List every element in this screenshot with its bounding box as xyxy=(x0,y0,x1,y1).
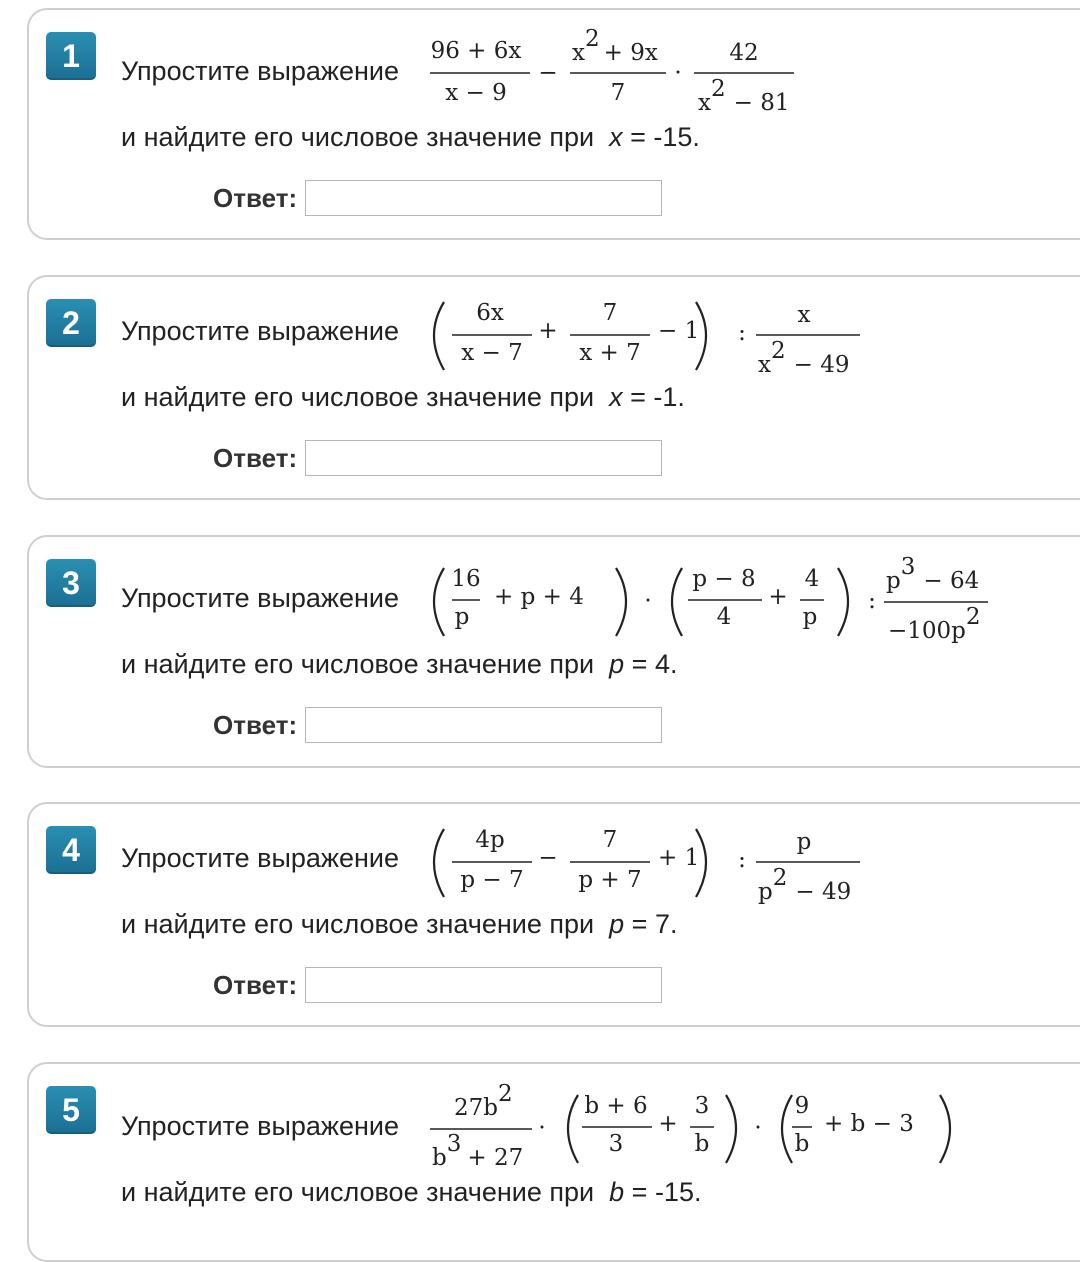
task-number-badge: 2 xyxy=(46,299,96,347)
task-condition: и найдите его числовое значение при p = 4. xyxy=(121,649,678,679)
operator: · xyxy=(538,1115,546,1141)
formula-term: − 1 xyxy=(658,318,700,344)
answer-input[interactable] xyxy=(305,440,662,476)
fraction-numerator: p − 8 xyxy=(692,566,756,592)
fraction-numerator: 16 xyxy=(451,566,481,592)
operator: : xyxy=(738,847,746,873)
fraction-numerator: 4 xyxy=(804,566,820,592)
operator: · xyxy=(754,1115,762,1141)
fraction-denominator: b3+ 27 xyxy=(432,1131,524,1171)
answer-input[interactable] xyxy=(305,707,662,743)
task-number-badge: 3 xyxy=(46,559,96,607)
task-condition: и найдите его числовое значение при x = -1. xyxy=(121,382,685,412)
fraction-denominator: p xyxy=(802,604,818,630)
operator: · xyxy=(644,588,652,614)
fraction-denominator: x − 9 xyxy=(445,80,507,106)
fraction-numerator: 96 + 6x xyxy=(430,38,522,64)
answer-label: Ответ: xyxy=(213,183,298,213)
task-prompt: Упростите выражение xyxy=(121,583,399,613)
fraction-denominator: 4 xyxy=(716,604,732,630)
fraction-numerator: p xyxy=(796,829,812,855)
fraction-denominator: 3 xyxy=(608,1131,624,1157)
formula-term: + 1 xyxy=(658,845,700,871)
fraction-denominator: b xyxy=(694,1131,710,1157)
task-number-badge: 5 xyxy=(46,1086,96,1134)
task-prompt: Упростите выражение xyxy=(121,316,399,346)
answer-input[interactable] xyxy=(305,967,662,1003)
task-condition: и найдите его числовое значение при b = -15. xyxy=(121,1177,702,1207)
formula-term: + p + 4 xyxy=(494,584,584,610)
fraction-denominator: p xyxy=(454,604,470,630)
operator: + xyxy=(768,584,788,610)
fraction-denominator: p + 7 xyxy=(578,867,642,893)
fraction-numerator: 42 xyxy=(729,40,759,66)
answer-label: Ответ: xyxy=(213,710,298,740)
fraction-numerator: 7 xyxy=(602,300,618,326)
operator: − xyxy=(538,845,558,871)
fraction-numerator: 27b2 xyxy=(454,1081,513,1121)
formula-1 xyxy=(420,28,840,118)
fraction-numerator: x xyxy=(797,302,811,328)
fraction-numerator: 9 xyxy=(794,1093,810,1119)
fraction-denominator: x2− 49 xyxy=(758,338,850,378)
fraction-denominator: x + 7 xyxy=(579,340,641,366)
fraction-numerator: b + 6 xyxy=(584,1093,648,1119)
operator: − xyxy=(538,60,558,86)
fraction-numerator: 3 xyxy=(694,1093,710,1119)
fraction-denominator: 7 xyxy=(610,80,626,106)
fraction-numerator: p3− 64 xyxy=(886,554,980,594)
fraction-denominator: −100p2 xyxy=(888,604,981,644)
operator: + xyxy=(538,318,558,344)
answer-label: Ответ: xyxy=(213,970,298,1000)
fraction-denominator: x2− 81 xyxy=(698,76,790,116)
operator: : xyxy=(738,320,746,346)
fraction-numerator: 6x xyxy=(476,300,504,326)
formula-2 xyxy=(420,290,880,380)
task-number-badge: 4 xyxy=(46,826,96,874)
answer-label: Ответ: xyxy=(213,443,298,473)
answer-input[interactable] xyxy=(305,180,662,216)
task-prompt: Упростите выражение xyxy=(121,56,399,86)
formula-4 xyxy=(420,817,880,907)
formula-5 xyxy=(420,1083,980,1173)
operator: · xyxy=(674,60,682,86)
fraction-denominator: p − 7 xyxy=(460,867,524,893)
formula-term: + b − 3 xyxy=(824,1111,914,1137)
task-number-badge: 1 xyxy=(46,32,96,80)
fraction-numerator: x2+ 9x xyxy=(572,26,658,66)
task-condition: и найдите его числовое значение при x = -15. xyxy=(121,122,700,152)
fraction-numerator: 4p xyxy=(475,827,505,853)
task-prompt: Упростите выражение xyxy=(121,1111,399,1141)
formula-3 xyxy=(420,556,1010,646)
fraction-denominator: p2− 49 xyxy=(758,865,852,905)
operator: + xyxy=(658,1111,678,1137)
fraction-denominator: x − 7 xyxy=(461,340,523,366)
operator: : xyxy=(868,588,876,614)
fraction-numerator: 7 xyxy=(602,827,618,853)
task-condition: и найдите его числовое значение при p = 7. xyxy=(121,909,678,939)
task-prompt: Упростите выражение xyxy=(121,843,399,873)
fraction-denominator: b xyxy=(794,1131,810,1157)
